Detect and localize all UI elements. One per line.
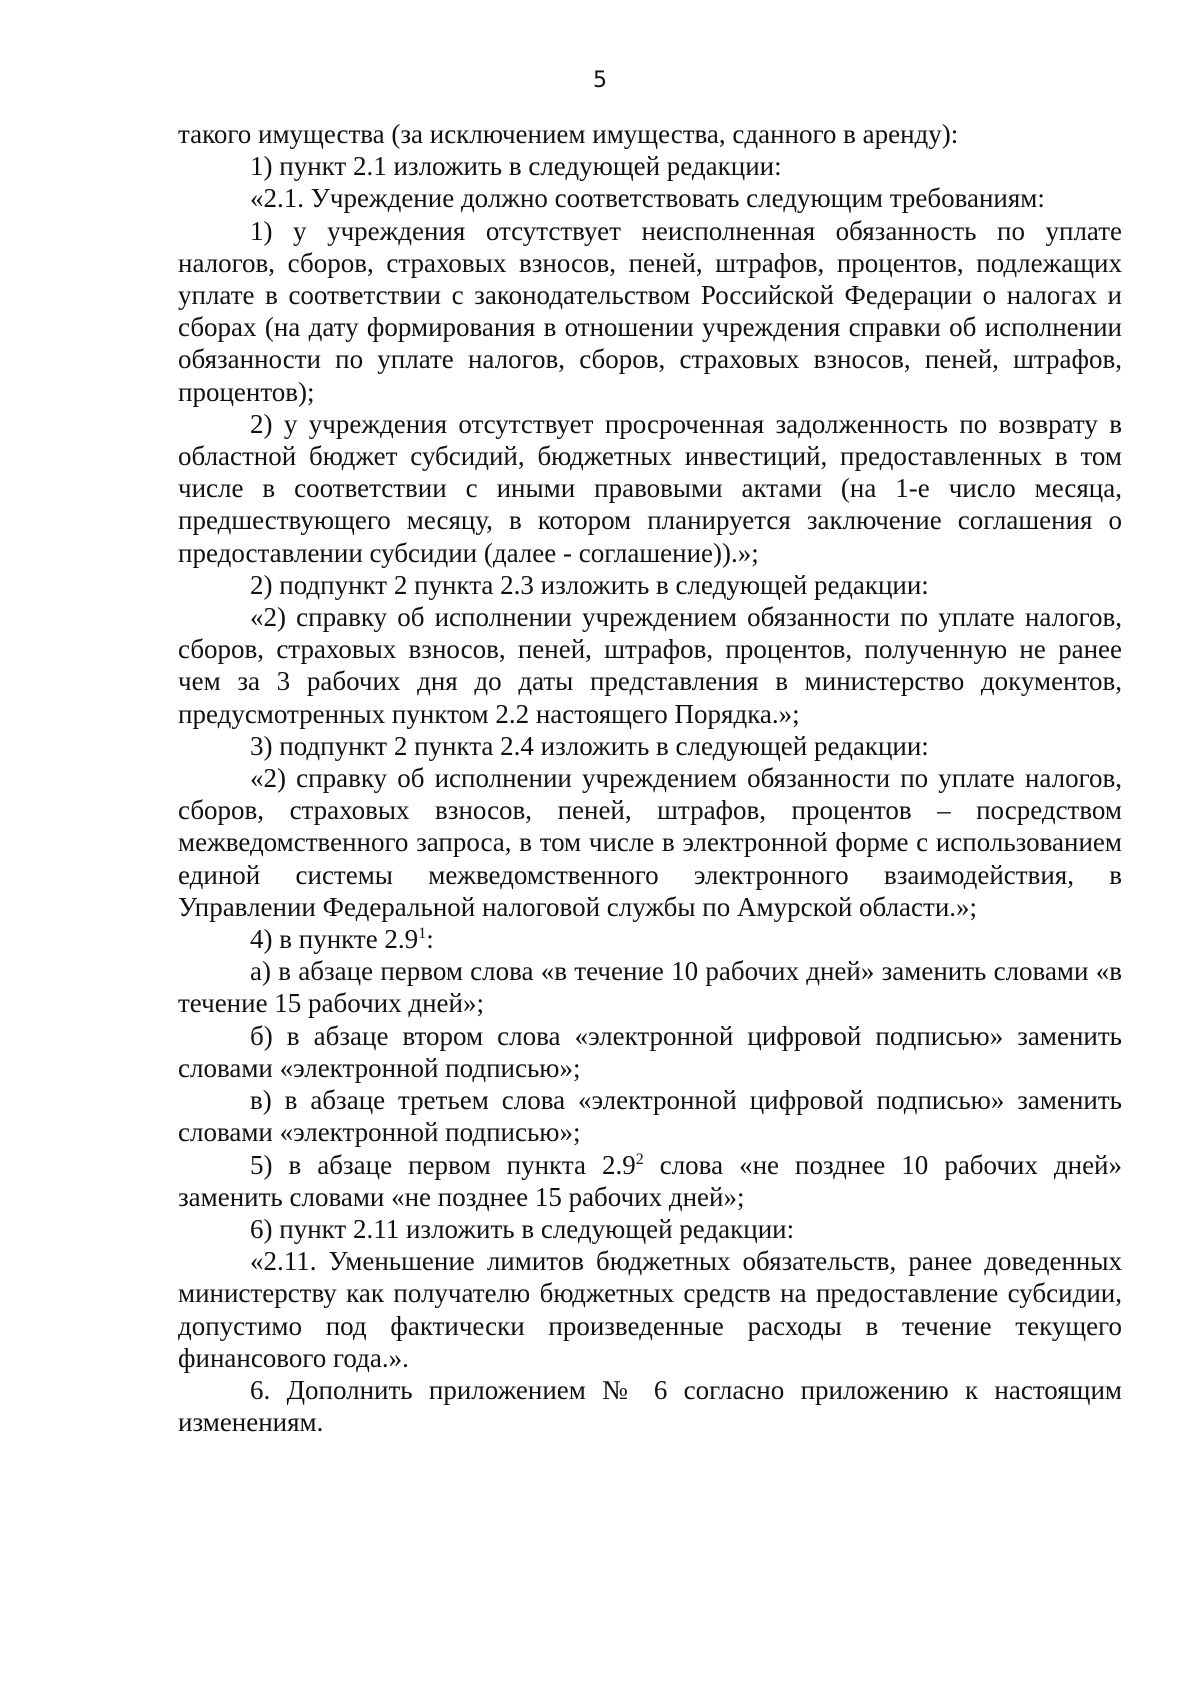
paragraph-section-6: 6. Дополнить приложением № 6 согласно приложению к настоящим изменениям. — [178, 1374, 1122, 1438]
document-body — [178, 118, 1122, 1438]
item-4-superscript: 1 — [418, 925, 427, 943]
paragraph-item-3: 3) подпункт 2 пункта 2.4 изложить в следующей редакции: — [250, 730, 929, 761]
paragraph-item-2: 2) подпункт 2 пункта 2.3 изложить в следующей редакции: — [250, 569, 929, 600]
paragraph-item-1: 1) пункт 2.1 изложить в следующей редакции: — [250, 151, 782, 182]
paragraph-quote-2-1: «2.1. Учреждение должно соответствовать следующим требованиям: — [250, 183, 1045, 214]
paragraph-requirement-1: 1) у учреждения отсутствует неисполненная обязанность по уплате налогов, сборов, страховых взносов, пеней, штрафов, процентов, подлежащих уплате в соответствии с законодательством Российской Федерации о налогах и сборах (на дату формирования в отношении учреждения справки об исполнении обязанности по уплате налогов, сборов, страховых взносов, пеней, штрафов, процентов); — [178, 215, 1122, 407]
paragraph-subitem-a: а) в абзаце первом слова «в течение 10 рабочих дней» заменить словами «в течение 15 рабочих дней»; — [178, 956, 1122, 1019]
paragraph-subitem-b: б) в абзаце втором слова «электронной цифровой подписью» заменить словами «электронной подписью»; — [178, 1020, 1122, 1083]
paragraph-item-4 — [178, 923, 1122, 955]
paragraph-item-6: 6) пункт 2.11 изложить в следующей редакции: — [250, 1213, 795, 1244]
paragraph-continuation: такого имущества (за исключением имущества, сданного в аренду): — [178, 119, 959, 149]
item-4-text: 4) в пункте 2.9 — [250, 924, 419, 955]
item-5-superscript: 2 — [635, 1150, 644, 1168]
paragraph-quote-2-3: «2) справку об исполнении учреждением обязанности по уплате налогов, сборов, страховых взносов, пеней, штрафов, процентов, полученную не ранее чем за 3 рабочих дня до даты представления в министерство документов, предусмотренных пунктом 2.2 настоящего Порядка.»; — [178, 602, 1122, 729]
paragraph-item-5 — [178, 1149, 1122, 1213]
paragraph-subitem-v: в) в абзаце третьем слова «электронной цифровой подписью» заменить словами «электронной подписью»; — [178, 1085, 1122, 1148]
item-5-rest: слова «не позднее 10 рабочих дней» заменить словами «не позднее 15 рабочих дней»; — [178, 1149, 1122, 1212]
item-4-colon: : — [426, 924, 434, 955]
page-number: 5 — [593, 68, 607, 93]
paragraph-quote-2-4: «2) справку об исполнении учреждением обязанности по уплате налогов, сборов, страховых взносов, пеней, штрафов, процентов – посредством межведомственного запроса, в том числе в электронной форме с использованием единой системы межведомственного электронного взаимодействия, в Управлении Федеральной налоговой службы по Амурской области.»; — [178, 763, 1122, 922]
paragraph-requirement-2: 2) у учреждения отсутствует просроченная задолженность по возврату в областной бюджет субсидий, бюджетных инвестиций, предоставленных в том числе в соответствии с иными правовыми актами (на 1-е число месяца, предшествующего месяцу, в котором планируется заключение соглашения о предоставлении субсидии (далее - соглашение)).»; — [178, 408, 1122, 568]
paragraph-quote-2-11: «2.11. Уменьшение лимитов бюджетных обязательств, ранее доведенных министерству как получателю бюджетных средств на предоставление субсидии, допустимо под фактически произведенные расходы в течение текущего финансового года.». — [178, 1246, 1122, 1373]
item-5-text: 5) в абзаце первом пункта 2.9 — [250, 1149, 636, 1180]
